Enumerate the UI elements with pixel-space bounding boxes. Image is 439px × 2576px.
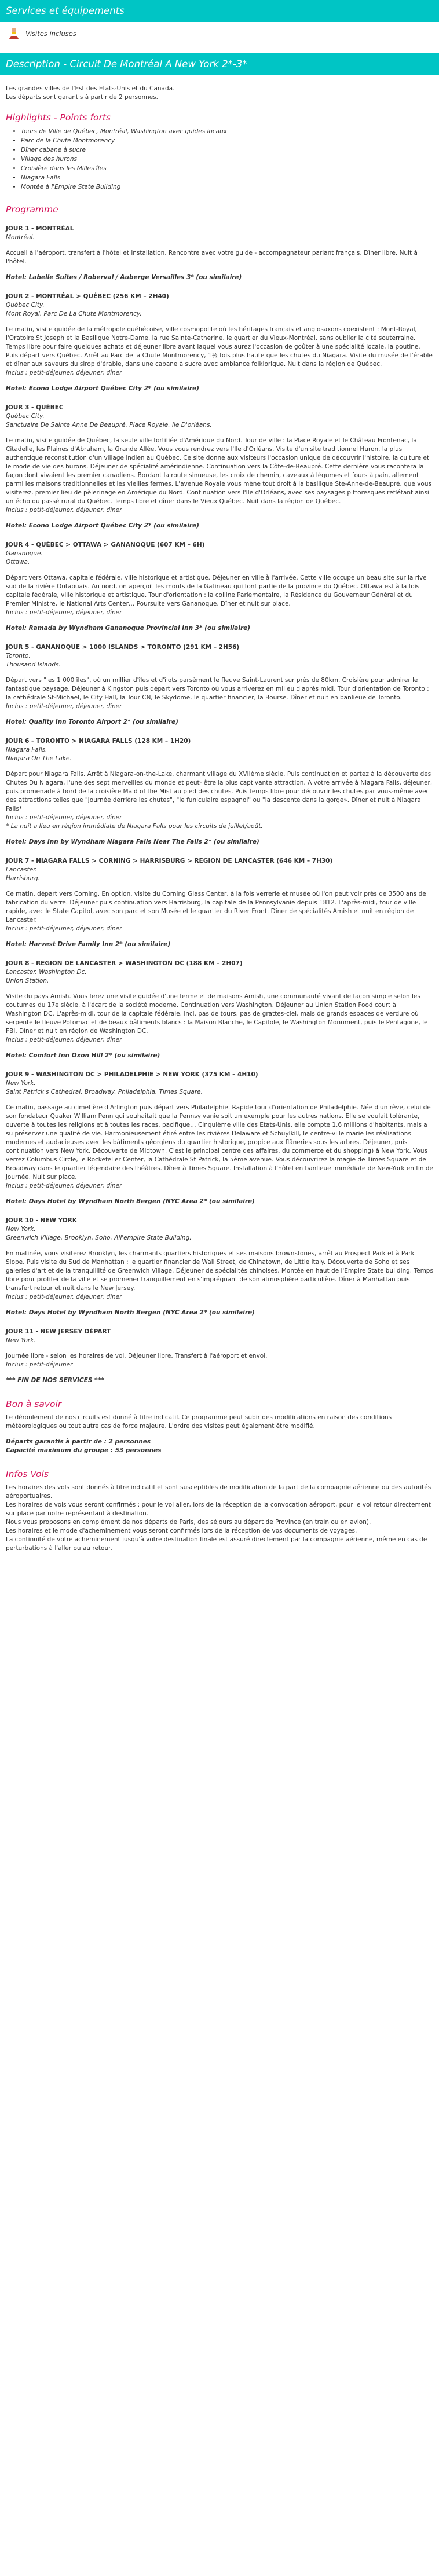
intro [6,85,433,102]
programme-day [6,292,433,393]
description-header: Description - Circuit De Montréal A New York 2*-3* [6,58,247,69]
day-description: Inclus : petit-déjeuner, déjeuner, dîner [6,814,122,821]
day-locations: Lancaster. Harrisburg. [6,866,40,882]
day-description: Départ vers "les 1 000 îles", où un millier d'îles et d'îlots parsèment le fleuve Saint-Laurent sur près de 80km. Croisière pour admirer le fantastique paysage. Déjeuner à Kingston puis départ vers Toronto où vous arriverez en milieu d'après midi. Tour d'orientation de Toronto : la cathédrale St-Michael, le City Hall, la Tour CN, le Skydome, le quartier financier, la Bourse. Dîner et nuit en banlieue de Toronto. [6,677,429,701]
services-bar [0,0,439,22]
day-hotel: Hotel: Days Hotel by Wyndham North Bergen (NYC Area 2* (ou similaire) [6,1198,255,1205]
day-locations: Toronto. Thousand Islands. [6,653,61,668]
highlight-item: • Village des hurons [21,155,433,164]
bon-a-savoir-text: Le déroulement de nos circuits est donné à titre indicatif. Ce programme peut subir des modifications en raison des conditions météorologiques ou tout autre cas de force majeure. L'ordre des visites peut également être modifié. [6,1414,392,1430]
day-title: JOUR 7 - NIAGARA FALLS > CORNING > HARRISBURG > REGION DE LANCASTER (646 KM – 7H30) [6,858,333,864]
day-locations: Québec City. Sanctuaire De Sainte Anne De Beaupré, Place Royale, Ile D'orléans. [6,413,212,428]
day-description: Le matin, visite guidée de Québec, la seule ville fortifiée d'Amérique du Nord. Tour de ville : la Place Royale et le Château Frontenac, la Citadelle, les Plaines d'Abraham, la Grande Allée. Vous vous rendrez vers l'Ile d'Orléans. Visite d'un site traditionnel Huron, la plus authentique reconstitution d'un village indien au Québec. Ce site donne aux visiteurs l'occasion unique de découvrir l'histoire, la culture et le mode de vie des hurons. Déjeuner de spécialité amérindienne. Continuation vers la Côte-de-Beaupré. Cette dernière vous racontera la façon dont vivaient les premier canadiens. Bordant la route sinueuse, les croix de chemin, caveaux à légumes et fours à pain, allement parmi les maisons traditionnelles et les vieilles fermes. L'avenue Royale vous mène tout droit à la basilique Ste-Anne-de-Beaupré, que vous visiterez, premier lieu de pèlerinage en Amérique du Nord. Continuation vers l'Ile d'Orléans, avec ses paysages pittoresques reflétant ainsi un écho du passé rural du Québec. Temps libre et dîner dans le Vieux Québec. Nuit dans la région de Québec. [6,437,431,505]
tour-group-icon [7,27,21,41]
day-locations: Gananoque. Ottawa. [6,550,43,566]
day-inclus: Inclus : petit-déjeuner, déjeuner, dîner [6,369,122,376]
highlight-item: • Dîner cabane à sucre [21,145,433,155]
infos-vols [6,1483,433,1553]
content [0,85,439,1553]
day-description: Ce matin, passage au cimetière d'Arlington puis départ vers Philadelphie. Rapide tour d'orientation de Philadelphie. Née d'un rêve, celui de son fondateur Quaker William Penn qui souhaitait que la Pennsylvanie soit un exemple pour les autres nations. Elle se voulait tolérante, ouverte à toutes les religions et à toutes les races, pacifique… Cinquième ville des Etats-Unis, elle compte 1,6 millions d'habitants, mais a su préserver une qualité de vie. Harmonieusement étiré entre les rivières Delaware et Schuylkill, le centre-ville marie les réalisations modernes et audacieuses avec les bâtiments géorgiens du quartier historique, propice aux flâneries sous les arbres. Déjeuner, puis continuation vers New York. Découverte de Midtown. C'est le principal centre des affaires, du commerce et du shopping) à New York. Vous verrez Columbus Circle, le Rockefeller Center, la Cathédrale St Patrick, la 5ème avenue. Vous découvrirez la magie de Times Square et de Broadway dans le quartier légendaire des théâtres. Dîner à Times Square. Installation à l'hôtel en banlieue immédiate de New-York en fin de journée. Nuit sur place. [6,1104,434,1181]
day-title: JOUR 11 - NEW JERSEY DÉPART [6,1328,111,1335]
day-inclus: Inclus : petit-déjeuner [6,1361,73,1368]
day-hotel: Hotel: Econo Lodge Airport Québec City 2* (ou similaire) [6,385,199,392]
programme-day [6,959,433,1060]
day-inclus: Inclus : petit-déjeuner, déjeuner, dîner [6,1182,122,1189]
day-inclus: Inclus : petit-déjeuner, déjeuner, dîner [6,703,122,710]
day-inclus: Inclus : petit-déjeuner, déjeuner, dîner [6,925,122,932]
departs-garantis: Départs garantis à partir de : 2 personnes [6,1438,151,1445]
day-title: JOUR 9 - WASHINGTON DC > PHILADELPHIE > NEW YORK (375 KM – 4H10) [6,1071,258,1078]
day-hotel: Hotel: Ramada by Wyndham Gananoque Provincial Inn 3* (ou similaire) [6,625,251,632]
infos-vols-paragraph: Les horaires des vols sont donnés à titre indicatif et sont susceptibles de modification de la part de la compagnie aérienne ou des autorités aéroportuaires. [6,1484,431,1500]
day-description: Journée libre - selon les horaires de vol. Déjeuner libre. Transfert à l'aéroport et envol. [6,1353,268,1360]
day-hotel: Hotel: Labelle Suites / Roberval / Auberge Versailles 3* (ou similaire) [6,274,242,281]
day-title: JOUR 5 - GANANOQUE > 1000 ISLANDS > TORONTO (291 KM – 2H56) [6,644,240,651]
day-title: JOUR 10 - NEW YORK [6,1217,77,1224]
programme-title: Programme [6,204,58,215]
day-locations: Lancaster, Washington Dc. Union Station. [6,969,87,984]
day-title: JOUR 6 - TORONTO > NIAGARA FALLS (128 KM – 1H20) [6,738,191,745]
day-hotel: Hotel: Harvest Drive Family Inn 2* (ou similaire) [6,941,171,948]
programme-day [6,225,433,282]
day-inclus: Inclus : petit-déjeuner, déjeuner, dîner [6,507,122,514]
day-hotel: Hotel: Quality Inn Toronto Airport 2* (ou similaire) [6,719,178,725]
day-title: JOUR 4 - QUÉBEC > OTTAWA > GANANOQUE (607 KM – 6H) [6,541,205,548]
highlight-item: • Croisière dans les Milles îles [21,164,433,173]
day-description: En matinée, vous visiterez Brooklyn, les charmants quartiers historiques et ses maisons brownstones, arrêt au Prospect Park et à Park Slope. Puis visite du Sud de Manhattan : le quartier financier de Wall Street, de Chinatown, de Little Italy. Découverte de Soho et ses galeries d'art et de la tranquillité de Greenwich Village. Déjeuner de spécialités chinoises. Montée en haut de l'Empire State building. Temps libre pour profiter de la ville et se promener tranquillement en s'imprégnant de son atmosphère particulière. Dîner à Manhattan puis transfert retour et nuit dans le New Jersey. [6,1250,433,1292]
bon-a-savoir [6,1413,433,1455]
day-description: Visite du pays Amish. Vous ferez une visite guidée d'une ferme et de maisons Amish, une communauté vivant de façon simple selon les coutumes du 17e siècle, à l'écart de la société moderne. Continuation vers Washington. Déjeuner au Union Station Food court à Washington DC. L'après-midi, tour de la capitale fédérale, incl. pas de tours, pas de grattes-ciel, mais de grands espaces de verdure où serpente le fleuve Potomac et de beaux bâtiments blancs : la Maison Blanche, le Capitole, le Washington Monument, puis le Pentagone, le FBI. Dîner et nuit en région de Washington DC. [6,993,428,1035]
highlights-title: Highlights - Points forts [6,112,111,123]
day-hotel: Hotel: Comfort Inn Oxon Hill 2* (ou similaire) [6,1052,160,1059]
intro-line: Les grandes villes de l'Est des Etats-Unis et du Canada. [6,85,175,92]
programme-day [6,1328,433,1385]
infos-vols-paragraph: Nous vous proposons en complément de nos départs de Paris, des séjours au départ de Province (en train ou en avion). [6,1519,371,1526]
day-hotel: *** FIN DE NOS SERVICES *** [6,1377,104,1384]
day-locations: Québec City. Mont Royal, Parc De La Chute Montmorency. [6,302,142,317]
day-title: JOUR 1 - MONTRÉAL [6,225,74,232]
highlight-item: • Montée à l'Empire State Building [21,182,433,192]
day-inclus: Inclus : petit-déjeuner, déjeuner, dîner [6,1294,122,1300]
infos-vols-paragraph: Les horaires et le mode d'acheminement vous seront confirmés lors de la réception de vos documents de voyages. [6,1527,357,1534]
highlight-item: • Niagara Falls [21,173,433,182]
day-description: Départ vers Ottawa, capitale fédérale, ville historique et artistique. Déjeuner en ville à l'arrivée. Cette ville occupe un beau site sur la rive sud de la rivière Outaouais. Au nord, on aperçoit les monts de la Gatineau qui font partie de la province du Québec. Ottawa est à la fois capitale fédérale, ville historique et artistique. Tour d'orientation : la colline Parlementaire, la Résidence du Gouverneur Général et du Premier Ministre, le National Arts Center… Poursuite vers Gananoque. Dîner et nuit sur place. [6,574,427,607]
day-locations: New York. Saint Patrick's Cathedral, Broadway, Philadelphia, Times Square. [6,1080,203,1095]
services-header: Services et équipements [6,5,125,16]
programme-day [6,1216,433,1317]
day-hotel: Hotel: Econo Lodge Airport Québec City 2* (ou similaire) [6,522,199,529]
intro-line: Les départs sont garantis à partir de 2 personnes. [6,94,159,101]
day-locations: New York. Greenwich Village, Brooklyn, Soho, All'empire State Building. [6,1226,192,1241]
day-description: Ce matin, départ vers Corning. En option, visite du Corning Glass Center, à la fois verrerie et musée où l'on peut voir près de 3500 ans de fabrication du verre. Déjeuner puis continuation vers Harrisburg, la capitale de la Pennsylvanie depuis 1812. L'après-midi, tour de ville rapide, avec le State Capitol, avec son parc et son Musée et le quartier du River Front. Dîner de spécialités Amish et nuit en région de Lancaster. [6,891,426,924]
description-bar [0,53,439,75]
programme-day [6,857,433,949]
programme-day [6,541,433,633]
programme-day [6,737,433,847]
day-inclus: Inclus : petit-déjeuner, déjeuner, dîner [6,1036,122,1043]
programme-day [6,1071,433,1206]
capacite-maximum: Capacité maximum du groupe : 53 personnes [6,1447,162,1454]
day-title: JOUR 8 - REGION DE LANCASTER > WASHINGTON DC (188 KM – 2H07) [6,960,243,967]
infos-vols-paragraph: Les horaires de vols vous seront confirmés : pour le vol aller, lors de la réception de la convocation aéroport, pour le vol retour directement sur place par notre représentant à destination. [6,1501,431,1517]
day-locations: New York. [6,1337,36,1344]
day-hotel: Hotel: Days Inn by Wyndham Niagara Falls Near The Falls 2* (ou similaire) [6,838,259,845]
included-row [0,22,439,53]
day-title: JOUR 2 - MONTRÉAL > QUÉBEC (256 KM – 2H40) [6,293,169,300]
highlight-item: • Tours de Ville de Québec, Montréal, Washington avec guides locaux [21,127,433,136]
programme-day [6,404,433,530]
infos-vols-title: Infos Vols [6,1469,49,1479]
day-locations: Montréal. [6,234,35,241]
highlight-item: • Parc de la Chute Montmorency [21,136,433,145]
highlights-list [6,127,433,192]
day-description: Accueil à l'aéroport, transfert à l'hôtel et installation. Rencontre avec votre guide - accompagnateur parlant français. Dîner libre. Nuit à l'hôtel. [6,250,418,265]
bon-a-savoir-title: Bon à savoir [6,1399,62,1409]
day-hotel: Hotel: Days Hotel by Wyndham North Bergen (NYC Area 2* (ou similaire) [6,1309,255,1316]
programme-day [6,643,433,727]
day-description: Le matin, visite guidée de la métropole québécoise, ville cosmopolite où les héritages français et anglosaxons coexistent : Mont-Royal, l'Oratoire St Joseph et la Basilique Notre-Dame, la rue Sainte-Catherine, le quartier du Vieux-Montréal, sans oublier la cité souterraine. Temps libre pour faire quelques achats et déjeuner libre avant laquel vous aurez l'occasion de goûter à une spécialité locale, la poutine. Puis départ vers Québec. Arrêt au Parc de la Chute Montmorency, 1½ fois plus haute que les chutes du Niagara. Visite du musée de l'érable et dîner aux saveurs du sirop d'érable, dans une cabane à sucre avec ambiance folklorique. Nuit dans la région de Québec. [6,326,433,368]
day-inclus: Inclus : petit-déjeuner, déjeuner, dîner [6,609,122,616]
day-title: JOUR 3 - QUÉBEC [6,404,64,411]
programme-days [6,225,433,1385]
day-description: Départ pour Niagara Falls. Arrêt à Niagara-on-the-Lake, charmant village du XVIIème siècle. Puis continuation et partez à la découverte des Chutes Du Niagara, l'une des sept merveilles du monde et peut- être la plus captivante attraction. A votre arrivée à Niagara Falls, déjeuner, puis promenade à bord de la croisière Maid of the Mist au pied des chutes. Puis temps libre pour découvrir les chutes par vous-même avec des attractions telles que "Journée derrière les chutes", "le funiculaire espagnol" ou "la descente dans la gorge». Dîner et nuit à Niagara Falls* [6,771,433,812]
day-description: * La nuit a lieu en région immédiate de Niagara Falls pour les circuits de juillet/août. [6,823,263,830]
day-locations: Niagara Falls. Niagara On The Lake. [6,746,72,762]
included-label: Visites incluses [25,29,76,38]
infos-vols-paragraph: La continuité de votre acheminement jusqu'à votre destination finale est assuré directement par la compagnie aérienne, même en cas de perturbations à l'aller ou au retour. [6,1536,427,1552]
